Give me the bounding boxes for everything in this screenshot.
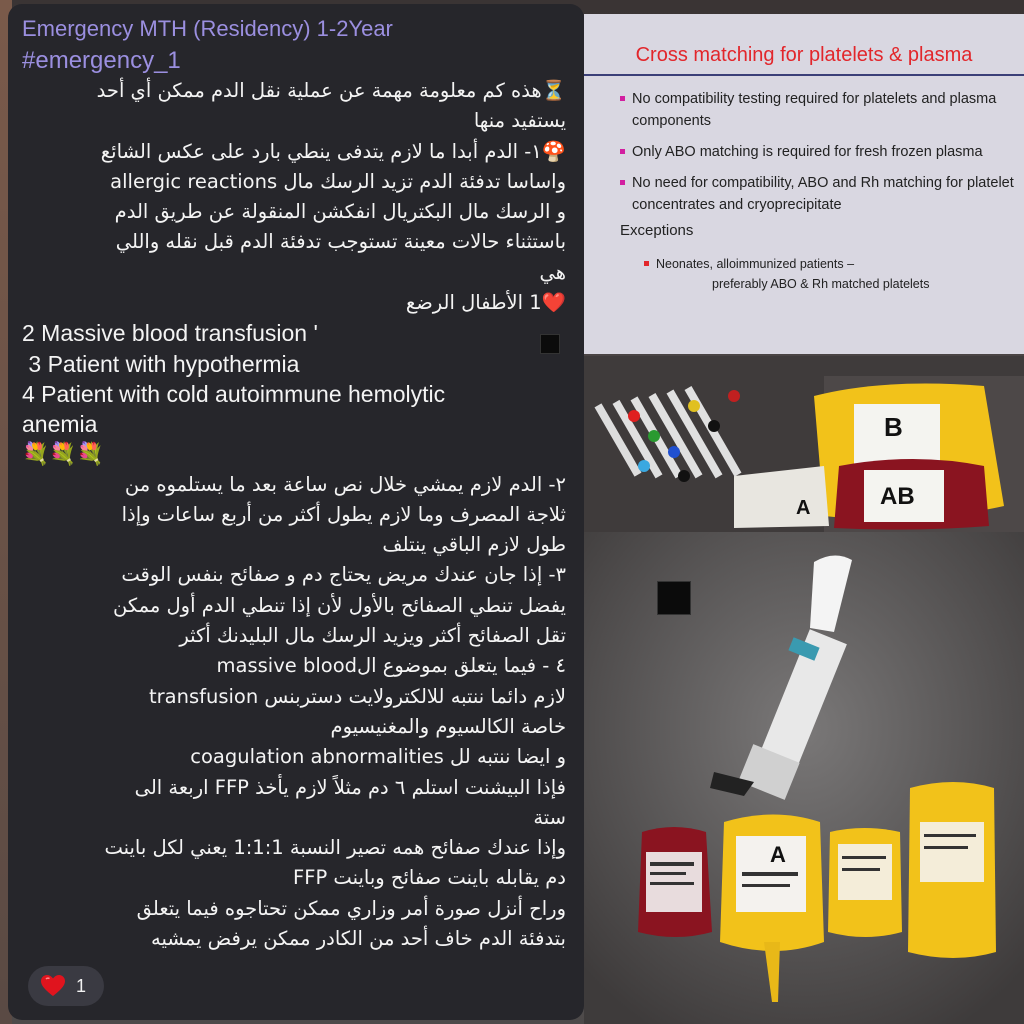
message-line: وراح أنزل صورة أمر وزاري ممكن تحتاجوه فيما يتعلق	[136, 896, 566, 920]
watermark-logo	[657, 581, 691, 615]
slide-exceptions-label: Exceptions	[620, 222, 694, 239]
message-line: طول لازم الباقي ينتلف	[382, 533, 566, 557]
slide-sub-line: Neonates, alloimmunized patients –	[656, 257, 855, 271]
bag-label-b: B	[884, 412, 903, 442]
message-line-en: anemia	[22, 411, 98, 438]
message-line-en: 3 Patient with hypothermia	[22, 350, 300, 377]
flowers-emoji: 💐💐💐	[22, 441, 105, 467]
message-line-en: 2 Massive blood transfusion '	[22, 320, 318, 347]
rbc-bag-large	[638, 827, 712, 937]
message-line: ٤ - فيما يتعلق بموضوع الmassive blood	[216, 654, 566, 678]
plasma-bag-small	[828, 828, 902, 937]
hashtag-link[interactable]: #emergency_1	[22, 47, 181, 74]
message-line: واساسا تدفئة الدم تزيد الرسك مال allergic reactions	[110, 169, 566, 193]
message-line-en: 4 Patient with cold autoimmune hemolytic	[22, 380, 446, 407]
slide-title: Cross matching for platelets & plasma	[635, 44, 973, 66]
message-line: وإذا عندك صفائح همه تصير النسبة 1:1:1 يعني لكل باينت	[104, 836, 566, 860]
transfusion-photo[interactable]	[584, 532, 1024, 1024]
blood-bags-photo[interactable]	[584, 356, 1024, 532]
reaction-chip[interactable]	[28, 966, 104, 1006]
message-line: يستفيد منها	[473, 109, 566, 133]
message-line: ثلاجة المصرف وما لازم يطول أكثر من أربع ساعات وإذا	[121, 502, 566, 526]
message-line: خاصة الكالسيوم والمغنيسيوم	[330, 714, 566, 738]
bag-label-a: A	[796, 497, 811, 519]
message-line: دم يقابله باينت صفائح وباينت FFP	[293, 866, 566, 890]
message-line: هي	[539, 260, 566, 284]
watermark-logo	[540, 334, 560, 354]
bag-label-a-large: A	[770, 842, 786, 867]
channel-title[interactable]: Emergency MTH (Residency) 1-2Year	[22, 16, 393, 41]
message-text	[22, 76, 566, 954]
message-line: بتدفئة الدم خاف أحد من الكادر ممكن يرفض يمشيه	[150, 927, 566, 951]
slide-sub-line: preferably ABO & Rh matched platelets	[712, 277, 930, 291]
message-line: ❤️1 الأطفال الرضع	[405, 291, 566, 315]
message-line: و الرسك مال البكتريال انفكشن المنقولة عن طريق الدم	[114, 200, 566, 224]
message-bubble[interactable]	[8, 4, 584, 1020]
message-line: ٢- الدم لازم يمشي خلال نص ساعة بعد ما يستلموه من	[124, 472, 566, 496]
slide-bullet-list	[620, 88, 1024, 225]
message-line: فإذا البيشنت استلم ٦ دم مثلاً لازم يأخذ FFP اربعة الى	[134, 775, 566, 799]
message-line: تقل الصفائح أكثر ويزيد الرسك مال البليدنك أكثر	[179, 624, 566, 648]
reaction-count: 1	[76, 975, 87, 996]
message-line: باستثناء حالات معينة تستوجب تدفئة الدم قبل نقله واللي	[115, 230, 566, 254]
slide-divider	[584, 74, 1024, 76]
message-line: و ايضا ننتبه لل coagulation abnormalities	[190, 745, 566, 769]
message-line: 🍄١- الدم أبدا ما لازم يتدفى ينطي بارد على عكس الشائع	[100, 139, 566, 163]
message-line: يفضل تنطي الصفائح بالأول لأن إذا تنطي الدم أول ممكن	[112, 593, 566, 617]
message-line: ستة	[533, 805, 566, 829]
slide-image[interactable]	[584, 14, 1024, 354]
message-line: ٣- إذا جان عندك مريض يحتاج دم و صفائح بنفس الوقت	[121, 563, 566, 587]
slide-sub-bullet	[644, 254, 1004, 294]
message-line: transfusion لازم دائما ننتبه للالكترولايت دستربنس	[149, 684, 566, 708]
message-line: ⏳هذه كم معلومة مهمة عن عملية نقل الدم ممكن أي أحد	[96, 79, 566, 102]
slide-bullet: No compatibility testing required for platelets and plasma components	[620, 88, 1024, 132]
heart-icon	[40, 974, 66, 998]
bag-label-ab: AB	[880, 483, 915, 510]
platelet-bag	[908, 782, 996, 958]
slide-bullet: No need for compatibility, ABO and Rh matching for platelet concentrates and cryoprecipitate	[620, 172, 1024, 216]
slide-bullet: Only ABO matching is required for fresh frozen plasma	[620, 141, 1024, 163]
